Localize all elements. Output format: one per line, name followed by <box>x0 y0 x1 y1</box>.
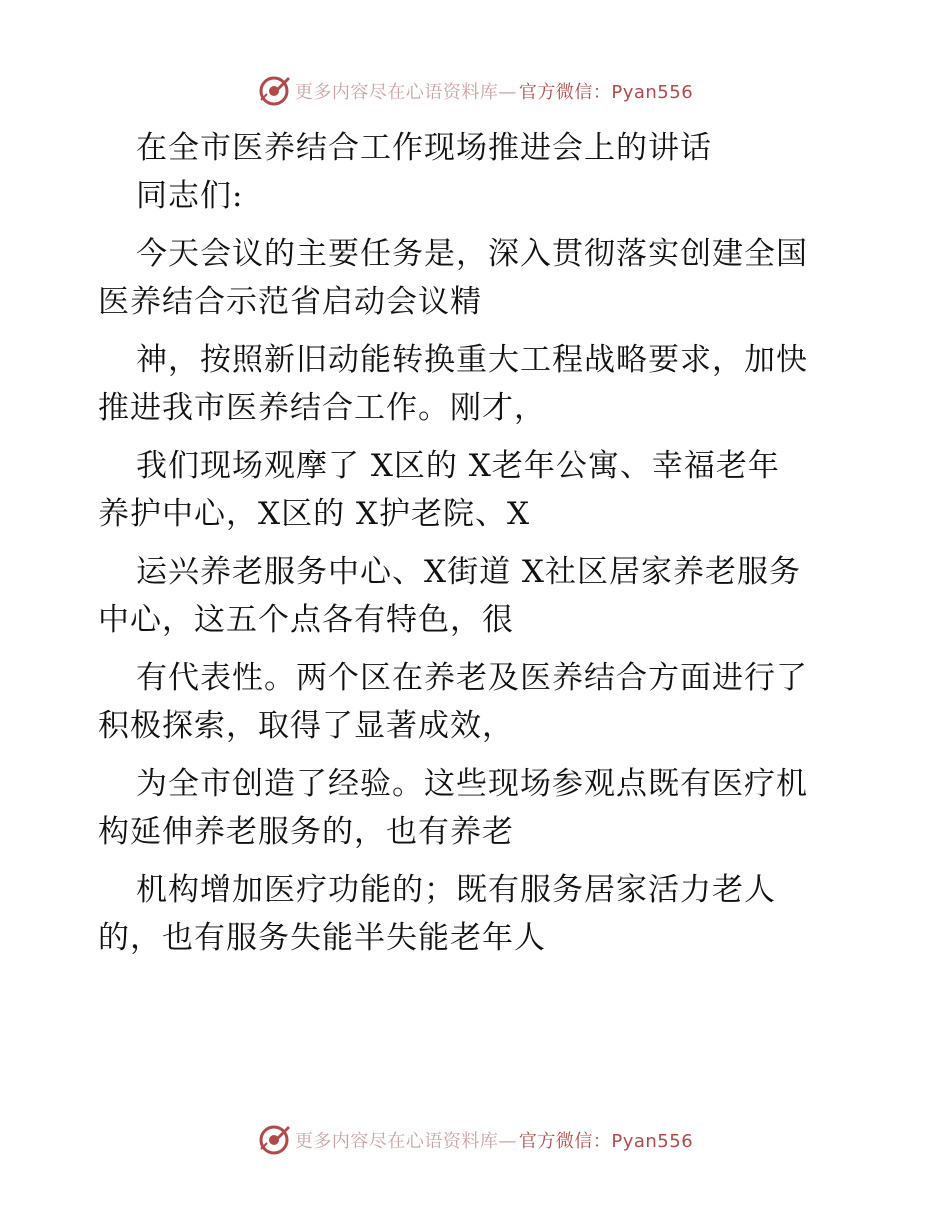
paragraph-line: 中心，这五个点各有特色，很 <box>98 602 514 638</box>
paragraph-line: 运兴养老服务中心、X街道 X社区居家养老服务 <box>136 554 801 590</box>
paragraph-line: 积极探索，取得了显著成效， <box>98 708 514 744</box>
quill-circle-icon <box>257 1123 291 1157</box>
watermark-text: 更多内容尽在心语资料库— <box>294 1131 517 1152</box>
paragraph-line: 机构增加医疗功能的；既有服务居家活力老人 <box>136 872 776 908</box>
watermark-contact: 官方微信：Pyan556 <box>518 1131 694 1152</box>
salutation: 同志们: <box>136 178 244 214</box>
document-body <box>98 124 858 962</box>
quill-circle-icon <box>257 74 291 108</box>
watermark-footer <box>0 1120 950 1160</box>
paragraph-line: 推进我市医养结合工作。刚才， <box>98 390 546 426</box>
paragraph-line: 的，也有服务失能半失能老年人 <box>98 920 546 956</box>
paragraph-line: 医养结合示范省启动会议精 <box>98 284 482 320</box>
watermark-header <box>0 71 950 111</box>
document-title: 在全市医养结合工作现场推进会上的讲话 <box>136 130 712 166</box>
paragraph-line: 有代表性。两个区在养老及医养结合方面进行了 <box>136 660 808 696</box>
paragraph-line: 为全市创造了经验。这些现场参观点既有医疗机 <box>136 766 808 802</box>
paragraph-line: 我们现场观摩了 X区的 X老年公寓、幸福老年 <box>136 448 780 484</box>
watermark-contact: 官方微信：Pyan556 <box>518 82 694 103</box>
paragraph-line: 养护中心，X区的 X护老院、X <box>98 496 531 532</box>
paragraph-line: 神，按照新旧动能转换重大工程战略要求，加快 <box>136 342 808 378</box>
watermark-text: 更多内容尽在心语资料库— <box>294 82 517 103</box>
paragraph-line: 今天会议的主要任务是，深入贯彻落实创建全国 <box>136 236 808 272</box>
paragraph-line: 构延伸养老服务的，也有养老 <box>98 814 514 850</box>
